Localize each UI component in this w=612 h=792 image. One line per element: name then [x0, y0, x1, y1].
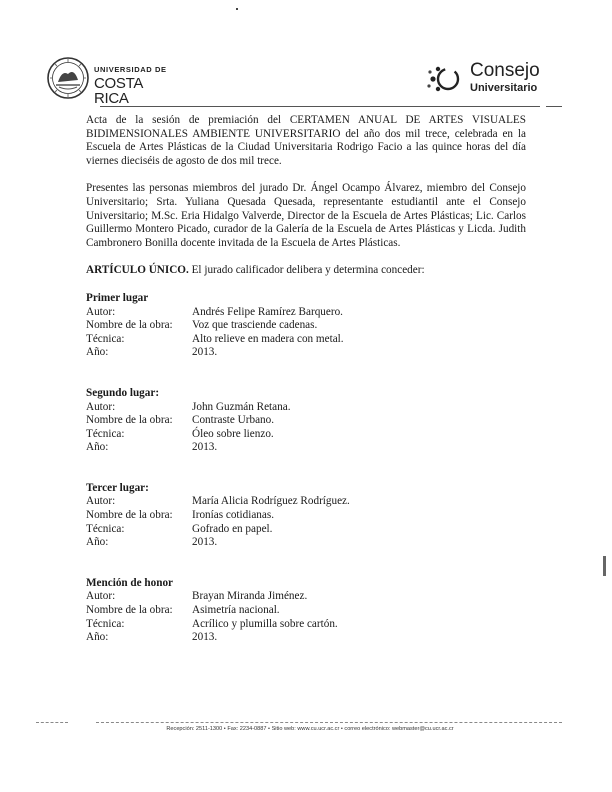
author-label: Autor: — [86, 400, 116, 413]
award-technique: Alto relieve en madera con metal. — [192, 332, 344, 345]
award-technique: Gofrado en papel. — [192, 522, 273, 535]
award-third — [86, 482, 526, 550]
award-work: Ironías cotidianas. — [192, 509, 275, 522]
work-label: Nombre de la obra: — [86, 414, 173, 427]
award-honor — [86, 577, 526, 645]
award-work: Asimetría nacional. — [192, 604, 280, 617]
work-label: Nombre de la obra: — [86, 509, 173, 522]
award-technique: Acrílico y plumilla sobre cartón. — [192, 617, 338, 630]
ucr-wordmark — [94, 66, 176, 106]
technique-label: Técnica: — [86, 522, 125, 535]
technique-label: Técnica: — [86, 427, 125, 440]
article-heading: ARTÍCULO ÚNICO. — [86, 264, 189, 277]
award-work: Voz que trasciende cadenas. — [192, 319, 318, 332]
award-technique: Óleo sobre lienzo. — [192, 427, 274, 440]
year-label: Año: — [86, 536, 109, 549]
article-line — [86, 264, 526, 278]
award-title: Segundo lugar: — [86, 386, 160, 399]
year-label: Año: — [86, 441, 109, 454]
author-label: Autor: — [86, 590, 116, 603]
technique-label: Técnica: — [86, 617, 125, 630]
award-title: Primer lugar — [86, 291, 149, 304]
award-year: 2013. — [192, 346, 218, 359]
award-work: Contraste Urbano. — [192, 414, 275, 427]
year-label: Año: — [86, 631, 109, 644]
award-title: Mención de honor — [86, 576, 174, 589]
award-first — [86, 292, 526, 360]
work-label: Nombre de la obra: — [86, 319, 173, 332]
intro-paragraph: Acta de la sesión de premiación del CERTAMEN ANUAL DE ARTES VISUALES BIDIMENSIONALES AMBIENTE UNIVERSITARIO del año dos mil trece, celebrada en la Escuela de Artes Plásticas de la Ciudad Universitaria Rodrigo Facio a las quince horas del día viernes dieciséis de agosto de dos mil trece. — [86, 114, 526, 167]
footer-rule — [96, 722, 562, 723]
award-author: John Guzmán Retana. — [192, 400, 291, 413]
consejo-line1: Consejo — [470, 60, 540, 81]
technique-label: Técnica: — [86, 332, 125, 345]
award-author: María Alicia Rodríguez Rodríguez. — [192, 495, 350, 508]
award-year: 2013. — [192, 631, 218, 644]
consejo-line2: Universitario — [470, 82, 538, 94]
scan-mark — [603, 556, 606, 576]
award-year: 2013. — [192, 441, 218, 454]
header-rule — [100, 106, 540, 107]
ucr-line2: COSTA RICA — [94, 74, 143, 107]
award-year: 2013. — [192, 536, 218, 549]
scan-speck — [236, 8, 238, 10]
author-label: Autor: — [86, 305, 116, 318]
footer-rule-left — [36, 722, 68, 723]
article-text: El jurado calificador delibera y determina conceder: — [188, 264, 425, 277]
consejo-logo — [424, 60, 554, 100]
ucr-logo — [46, 56, 176, 106]
year-label: Año: — [86, 346, 109, 359]
award-title: Tercer lugar: — [86, 481, 149, 494]
award-author: Brayan Miranda Jiménez. — [192, 590, 308, 603]
header-rule-right — [546, 106, 562, 107]
ucr-seal-icon — [46, 56, 90, 100]
ucr-line1: UNIVERSIDAD DE — [94, 65, 167, 74]
jury-paragraph: Presentes las personas miembros del jurado Dr. Ángel Ocampo Álvarez, miembro del Consejo Universitario; Srta. Yuliana Quesada Quesada, representante estudiantil ante el Consejo Universitario; M.Sc. Eria Hidalgo Valverde, Director de la Escuela de Artes Plásticas; Lic. Carlos Guillermo Montero Picado, curador de la Galería de la Escuela de Artes Plásticas y Licda. Judith Cambronero Bonilla docente invitada de la Escuela de Artes Plásticas. — [86, 182, 526, 249]
document-body — [86, 114, 526, 645]
consejo-mark-icon — [424, 62, 466, 94]
award-author: Andrés Felipe Ramírez Barquero. — [192, 305, 343, 318]
award-second — [86, 387, 526, 455]
work-label: Nombre de la obra: — [86, 604, 173, 617]
author-label: Autor: — [86, 495, 116, 508]
footer-contact: Recepción: 2511-1300 • Fax: 2234-0887 • Sitio web: www.cu.ucr.ac.cr • correo electrónico: webmaster@cu.ucr.ac.cr — [166, 726, 454, 732]
